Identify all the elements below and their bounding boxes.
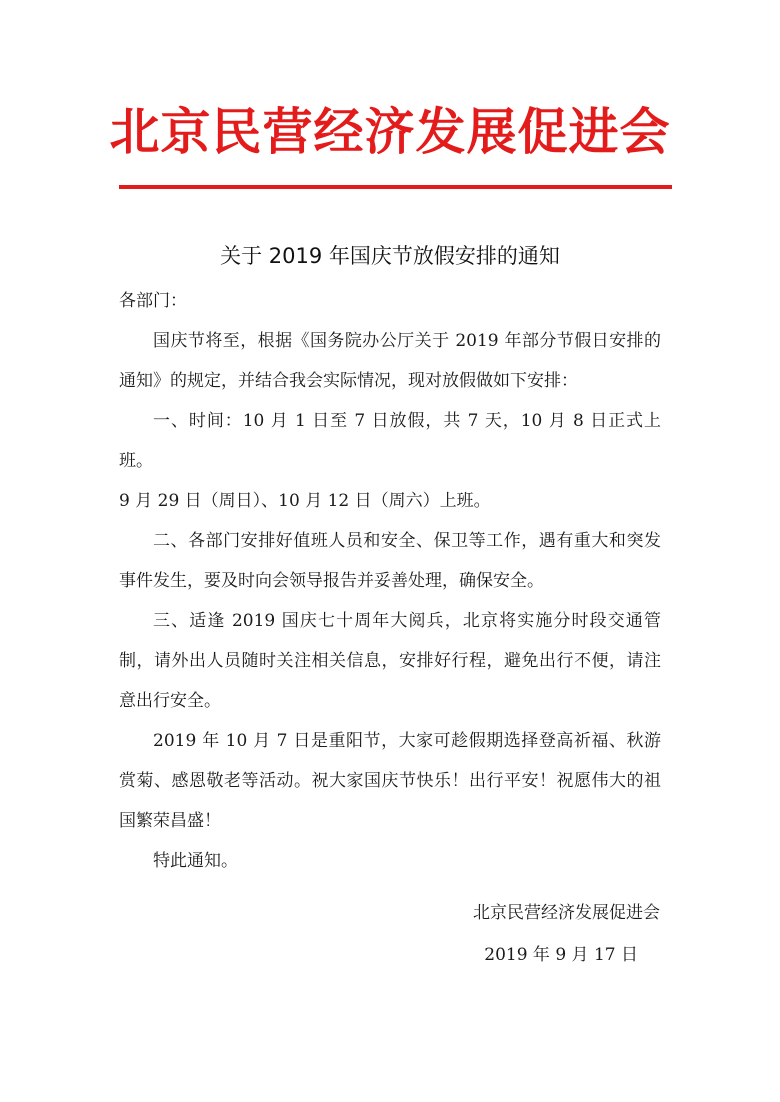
paragraph-intro: 国庆节将至，根据《国务院办公厅关于 2019 年部分节假日安排的通知》的规定，并结合我会实际情况，现对放假做如下安排： [119,331,661,391]
paragraph-item-2: 二、各部门安排好值班人员和安全、保卫等工作，遇有重大和突发事件发生，要及时向会领导报告并妥善处理，确保安全。 [119,531,661,591]
document-body [119,281,661,881]
letterhead-divider [119,185,672,189]
signature-org: 北京民营经济发展促进会 [473,903,660,923]
signature-date: 2019 年 9 月 17 日 [484,945,638,965]
salutation: 各部门： [119,291,187,311]
paragraph-workday-note: 9 月 29 日（周日）、10 月 12 日（周六）上班。 [119,491,491,511]
letterhead-title: 北京民营经济发展促进会 [109,102,671,161]
document-title: 关于 2019 年国庆节放假安排的通知 [220,244,560,268]
paragraph-item-1: 一、时间：10 月 1 日至 7 日放假，共 7 天，10 月 8 日正式上班。 [119,411,661,471]
paragraph-wishes: 2019 年 10 月 7 日是重阳节，大家可趁假期选择登高祈福、秋游赏菊、感恩敬老等活动。祝大家国庆节快乐！出行平安！祝愿伟大的祖国繁荣昌盛！ [119,731,661,831]
paragraph-closing: 特此通知。 [153,851,238,871]
paragraph-item-3: 三、适逢 2019 国庆七十周年大阅兵，北京将实施分时段交通管制，请外出人员随时关注相关信息，安排好行程，避免出行不便，请注意出行安全。 [119,611,661,711]
signature-block [0,893,660,975]
